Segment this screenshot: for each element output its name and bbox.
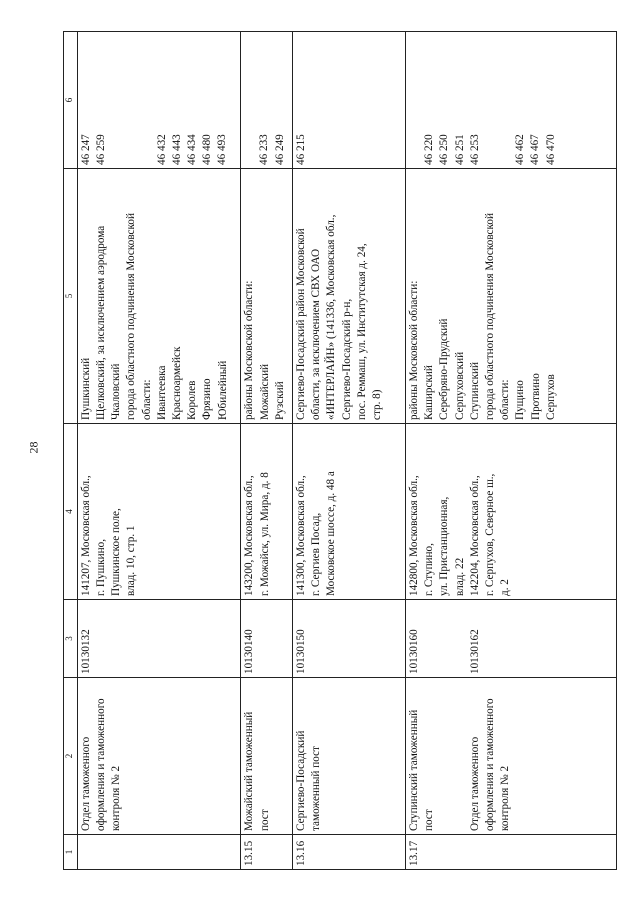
area-line: Ивантеевка — [155, 365, 168, 420]
codes-cell — [241, 32, 293, 169]
address-line: г. Пушкино, — [94, 538, 107, 596]
area-line: Сергиево-Посадский р-н, — [340, 298, 353, 420]
area-line: Пушкинский — [79, 357, 92, 420]
address-line: 141300, Московская обл., — [295, 475, 307, 596]
post-name-cell — [77, 678, 241, 835]
okato-code: 46 462 — [514, 134, 527, 165]
address-line: 141207, Московская обл., — [79, 475, 92, 596]
okato-code: 46 253 — [468, 134, 481, 165]
row-number-cell — [405, 835, 616, 870]
area-line: Чкаловский — [110, 363, 123, 420]
area-line: Юбилейный — [216, 360, 229, 420]
header-label: 3 — [64, 636, 74, 641]
header-label: 5 — [64, 293, 74, 299]
post-code-cell — [405, 600, 616, 678]
area-line: стр. 8) — [371, 389, 384, 420]
okato-code: 46 251 — [453, 134, 466, 165]
address-line: влад. 22 — [453, 557, 466, 596]
post-name-cell — [241, 678, 293, 835]
header-cell — [64, 424, 78, 600]
area-line: области: — [140, 379, 153, 420]
header-label: 6 — [64, 97, 74, 103]
area-line: районы Московской области: — [407, 280, 420, 420]
area-line: Фрязино — [201, 378, 214, 420]
post-name-cell — [293, 678, 406, 835]
post-name-line: Сергиево-Посадский — [295, 730, 307, 831]
post-name-line: Отдел таможенного — [468, 736, 481, 831]
okato-code: 46 220 — [423, 134, 436, 165]
post-name-line: контроля № 2 — [499, 765, 512, 831]
okato-code: 46 247 — [79, 134, 92, 165]
address-cell — [241, 424, 293, 600]
post-code-cell — [77, 600, 241, 678]
codes-cell — [77, 32, 241, 169]
okato-code: 46 470 — [544, 134, 557, 165]
row-number: 13.17 — [407, 840, 420, 866]
areas-cell — [241, 169, 293, 424]
post-name-cell — [405, 678, 616, 835]
row-number: 13.15 — [243, 840, 256, 866]
okato-code: 46 467 — [529, 134, 542, 165]
rotated-table-wrapper — [63, 32, 617, 870]
post-code: 10130140 — [243, 629, 256, 674]
address-line: 142800, Московская обл., — [407, 475, 420, 596]
address-line: Пушкинское поле, — [110, 508, 123, 596]
table-row — [293, 32, 406, 870]
okato-code: 46 443 — [170, 134, 183, 165]
address-cell — [405, 424, 616, 600]
area-line: пос. Реммаш, ул. Институтская д. 24, — [355, 243, 368, 420]
areas-cell — [405, 169, 616, 424]
address-line: г. Можайск, ул. Мира, д. 8 — [258, 472, 271, 596]
area-line: Пущино — [514, 380, 527, 420]
post-code-cell — [241, 600, 293, 678]
codes-cell — [405, 32, 616, 169]
area-line: Каширский — [423, 365, 436, 420]
post-name-line: оформления и таможенного — [483, 698, 496, 831]
area-line: Можайский — [258, 363, 271, 420]
table-row — [241, 32, 293, 870]
row-number-cell — [293, 835, 406, 870]
post-name-line: пост — [258, 809, 271, 831]
area-line: Щелковский, за исключением аэродрома — [94, 225, 107, 420]
okato-code: 46 480 — [201, 134, 214, 165]
address-line: г. Ступино, — [423, 543, 436, 596]
post-code: 10130132 — [79, 629, 92, 674]
post-code: 10130150 — [295, 629, 307, 674]
post-name-line: Ступинский таможенный — [407, 709, 420, 831]
header-label: 1 — [64, 849, 74, 855]
area-line: Серпуховский — [453, 351, 466, 420]
header-cell — [64, 835, 78, 870]
address-cell — [77, 424, 241, 600]
area-line: Серебряно-Прудский — [438, 318, 451, 420]
address-line: д. 2 — [499, 579, 512, 596]
page-number: 28 — [26, 441, 41, 454]
table-row — [405, 32, 616, 870]
area-line: города областного подчинения Московской — [483, 213, 496, 420]
area-line: «ИНТЕРЛАЙН» (141336, Московская обл., — [325, 214, 338, 420]
okato-code: 46 493 — [216, 134, 229, 165]
okato-code: 46 432 — [155, 134, 168, 165]
address-line: ул. Пристанционная, — [438, 496, 451, 596]
address-line: 143200, Московская обл., — [243, 475, 256, 596]
address-line: влад. 10, стр. 1 — [125, 525, 138, 596]
post-name-line: оформления и таможенного — [94, 698, 107, 831]
area-line: Рузский — [273, 381, 286, 420]
address-line: г. Серпухов, Северное ш., — [483, 473, 496, 596]
post-code-cell — [293, 600, 406, 678]
row-number-cell — [77, 835, 241, 870]
area-line: районы Московской области: — [243, 280, 256, 420]
okato-code: 46 249 — [273, 134, 286, 165]
area-line: Красноармейск — [170, 346, 183, 420]
table-header-row — [64, 32, 78, 870]
row-number: 13.16 — [295, 840, 307, 866]
post-code: 10130162 — [468, 629, 481, 674]
header-cell — [64, 32, 78, 169]
okato-code: 46 250 — [438, 134, 451, 165]
areas-cell — [293, 169, 406, 424]
okato-code: 46 215 — [295, 134, 307, 165]
okato-code: 46 259 — [94, 134, 107, 165]
header-cell — [64, 600, 78, 678]
table-row — [77, 32, 241, 870]
address-line: 142204, Московская обл., — [468, 475, 481, 596]
post-name-line: таможенный пост — [310, 746, 323, 831]
okato-code: 46 233 — [258, 134, 271, 165]
post-code: 10130160 — [407, 629, 420, 674]
header-label: 2 — [64, 753, 74, 759]
area-line: Протвино — [529, 373, 542, 420]
area-line: Королев — [186, 380, 199, 420]
header-label: 4 — [64, 509, 74, 514]
codes-cell — [293, 32, 406, 169]
areas-cell — [77, 169, 241, 424]
header-cell — [64, 678, 78, 835]
row-number-cell — [241, 835, 293, 870]
okato-code: 46 434 — [186, 134, 199, 165]
post-name-line: Отдел таможенного — [79, 736, 92, 831]
area-line: Серпухов — [544, 374, 557, 420]
area-line: Сергиево-Посадский район Московской — [295, 228, 307, 420]
post-name-line: контроля № 2 — [110, 765, 123, 831]
post-name-line: Можайский таможенный — [243, 711, 256, 831]
area-line: города областного подчинения Московской — [125, 213, 138, 420]
header-cell — [64, 169, 78, 424]
area-line: Ступинский — [468, 362, 481, 420]
address-cell — [293, 424, 406, 600]
area-line: области, за исключением СВХ ОАО — [310, 248, 323, 420]
address-line: г. Сергиев Посад, — [310, 512, 323, 596]
customs-posts-table — [63, 31, 617, 870]
area-line: области: — [499, 379, 512, 420]
post-name-line: пост — [423, 809, 436, 831]
address-line: Московское шоссе, д. 48 а — [325, 471, 338, 596]
